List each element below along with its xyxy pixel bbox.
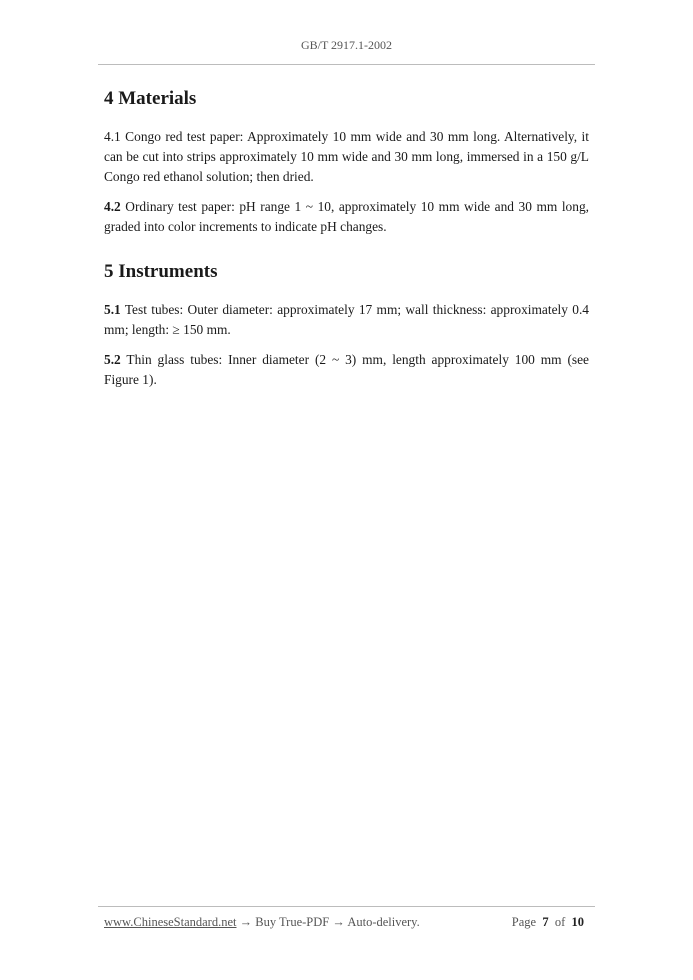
arrow-icon: →: [236, 915, 256, 929]
total-pages: 10: [571, 915, 584, 929]
site-link[interactable]: www.ChineseStandard.net: [104, 915, 237, 929]
footer-links: [104, 915, 420, 930]
clause-number: 5.1: [104, 302, 121, 317]
section-title-materials: 4 Materials: [104, 88, 197, 109]
clause-number: 5.2: [104, 352, 121, 367]
clause-text: Test tubes: Outer diameter: approximately 17 mm; wall thickness: approximately 0.4 mm; length: ≥ 150 mm.: [104, 302, 589, 337]
clause-number: 4.2: [104, 199, 121, 214]
delivery-text: Auto-delivery.: [347, 915, 420, 929]
header-divider: [98, 64, 595, 65]
clause-text: Ordinary test paper: pH range 1 ~ 10, approximately 10 mm wide and 30 mm long, graded into color increments to indicate pH changes.: [104, 199, 589, 234]
paragraph-4-1: [104, 127, 589, 187]
clause-text: Thin glass tubes: Inner diameter (2 ~ 3) mm, length approximately 100 mm (see Figure 1).: [104, 352, 589, 387]
paragraph-5-2: [104, 350, 589, 390]
page-number: [512, 915, 584, 930]
page-label: Page: [511, 915, 537, 929]
footer-divider: [98, 906, 595, 907]
paragraph-4-2: [104, 197, 589, 237]
page-content: [104, 86, 589, 400]
page-header: GB/T 2917.1-2002: [300, 38, 393, 52]
section-title-instruments: 5 Instruments: [104, 261, 218, 282]
current-page: 7: [542, 915, 549, 929]
of-label: of: [554, 915, 566, 929]
arrow-icon: →: [329, 915, 348, 929]
paragraph-5-1: [104, 300, 589, 340]
clause-text: 4.1 Congo red test paper: Approximately 10 mm wide and 30 mm long. Alternatively, it can be cut into strips approximately 10 mm wide and 30 mm long, immersed in a 150 g/L Congo red ethanol solution; then dried.: [104, 129, 589, 184]
buy-pdf-link[interactable]: Buy True-PDF: [255, 915, 330, 929]
section-spacer: [104, 247, 589, 259]
